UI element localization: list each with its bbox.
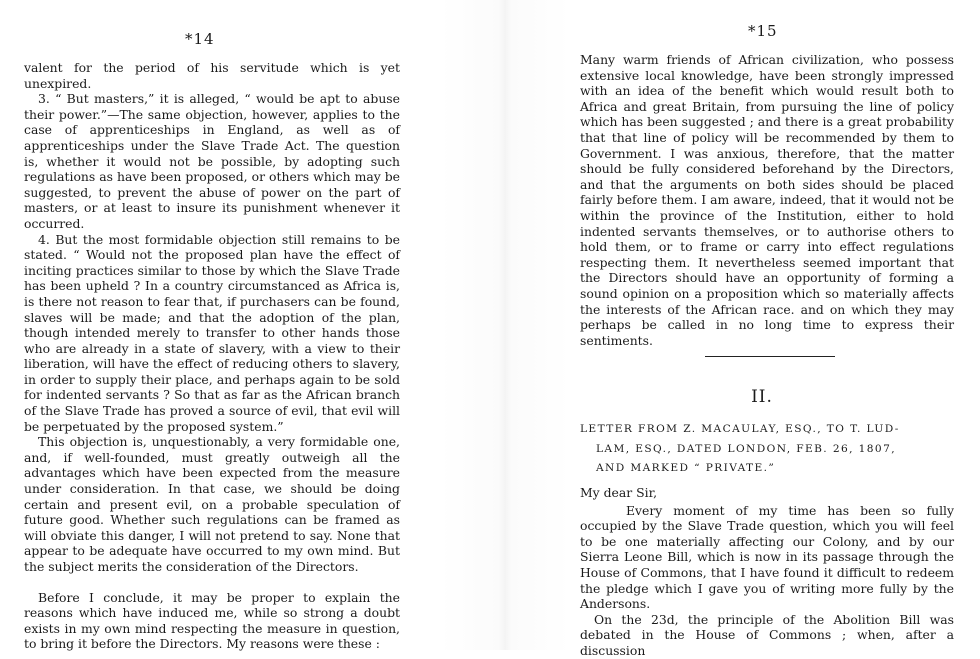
book-gutter <box>440 0 570 650</box>
paragraph: valent for the period of his servitude which is yet unexpired. <box>24 60 400 91</box>
paragraph: 3. “ But masters,” it is alleged, “ would be apt to abuse their power.”—The same objection, however, applies to the case of apprenticeships in England, as well as of apprenticeships under the Slave Trade Act. The question is, whether it would not be possible, by adopting such regulations as have been proposed, or others which may be suggested, to prevent the abuse of power on the part of masters, or at least to insure its punishment whenever it occurred. <box>24 91 400 231</box>
letter-body <box>580 485 954 659</box>
letter-heading-line: AND MARKED “ PRIVATE.” <box>596 462 776 474</box>
paragraph: This objection is, unquestionably, a very formidable one, and, if well-founded, must greatly outweigh all the advantages which have been expected from the measure under consideration. In that case, we should be doing certain and present evil, on a probable speculation of future good. Whether such regulations can be framed as will obviate this danger, I will not pretend to say. None that appear to be adequate have occurred to my own mind. But the subject merits the consideration of the Directors. <box>24 434 400 574</box>
letter-heading-line: LAM, ESQ., DATED LONDON, FEB. 26, 1807, <box>596 442 896 455</box>
letter-heading-line: LETTER FROM Z. MACAULAY, ESQ., TO T. LUD- <box>580 423 900 435</box>
left-page-number: *14 <box>185 30 215 48</box>
right-page-number: *15 <box>748 22 778 40</box>
left-page <box>0 0 440 650</box>
paragraph: Before I conclude, it may be proper to explain the reasons which have induced me, while so strong a doubt exists in my own mind respecting the measure in question, to bring it before the Directors. My reasons were these : <box>24 589 400 652</box>
paragraph: Every moment of my time has been so fully occupied by the Slave Trade question, which you will feel to be one materially affecting our Colony, and by our Sierra Leone Bill, which is now in its passage through the House of Commons, that I have found it difficult to redeem the pledge which I gave you of writing more fully by the Andersons. <box>580 502 954 612</box>
section-number: II. <box>751 387 773 407</box>
right-page <box>570 0 980 658</box>
section-divider <box>705 356 835 357</box>
letter-heading <box>580 420 954 479</box>
right-page-body <box>580 52 954 348</box>
paragraph: Many warm friends of African civilization, who possess extensive local knowledge, have been strongly impressed with an idea of the benefit which would result both to Africa and great Britain, from pursuing the line of policy which has been suggested ; and there is a great probability that that line of policy will be recommended by them to Government. I was anxious, therefore, that the matter should be fully considered beforehand by the Directors, and that the arguments on both sides should be placed fairly before them. I am aware, indeed, that it would not be within the province of the Institution, either to hold indented servants themselves, or to authorise others to hold them, or to frame or carry into effect regulations respecting them. It nevertheless seemed important that the Directors should have an opportunity of forming a sound opinion on a proposition which so materially affects the interests of the African race. and on which they may perhaps be called in no long time to express their sentiments. <box>580 52 955 348</box>
paragraph: On the 23d, the principle of the Abolition Bill was debated in the House of Commons ; when, after a discussion <box>580 611 954 658</box>
salutation: My dear Sir, <box>580 485 658 500</box>
left-page-body <box>24 60 400 652</box>
paragraph: 4. But the most formidable objection still remains to be stated. “ Would not the proposed plan have the effect of inciting practices similar to those by which the Slave Trade has been upheld ? In a country circumstanced as Africa is, is there not reason to fear that, if purchasers can be found, slaves will be made; and that the adoption of the plan, though intended merely to transfer to other hands those who are already in a state of slavery, with a view to their liberation, will have the effect of reducing others to slavery, in order to supply their place, and perhaps again to be sold for indented servants ? So that as far as the African branch of the Slave Trade has proved a source of evil, that evil will be perpetuated by the proposed system.” <box>24 231 400 434</box>
